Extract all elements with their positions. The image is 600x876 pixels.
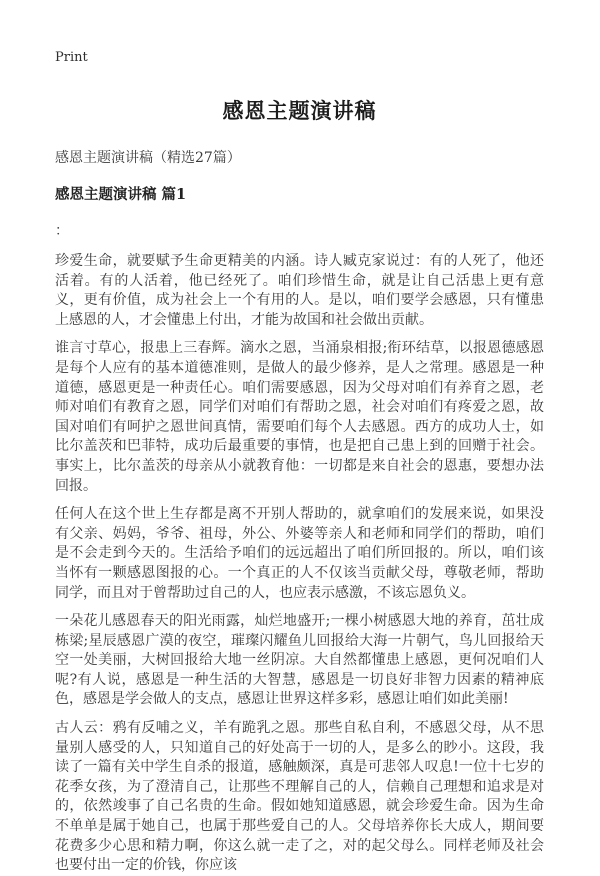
paragraph-4: 一朵花儿感恩春天的阳光雨露，灿烂地盛开;一棵小树感恩大地的养育，茁壮成栋梁;星辰感恩广漠的夜空，璀璨闪耀鱼儿回报给大海一片朝气，鸟儿回报给天空一处美丽，大树回报给大地一丝阴凉。大自然都懂患上感恩，更何况咱们人呢?有人说，感恩是一种生活的大智慧，感恩是一切良好非智力因素的精神底色，感恩是学会做人的支点，感恩让世界这样多彩，感恩让咱们如此美丽! — [55, 613, 544, 708]
paragraph-1: 珍爱生命，就要赋予生命更精美的内涵。诗人臧克家说过：有的人死了，他还活着。有的人活着，他已经死了。咱们珍惜生命，就是让自己活患上更有意义，更有价值，成为社会上一个有用的人。是以，咱们要学会感恩，只有懂患上感恩的人，才会懂患上付出，才能为故国和社会做出贡献。 — [55, 253, 544, 328]
section-heading-part1: 感恩主题演讲稿 篇1 — [55, 186, 187, 203]
paragraph-3: 任何人在这个世上生存都是离不开别人帮助的，就拿咱们的发展来说，如果没有父亲、妈妈，爷爷、祖母，外公、外婆等亲人和老师和同学们的帮助，咱们是不会走到今天的。生活给予咱们的远远超出了咱们所回报的。所以，咱们该当怀有一颗感恩图报的心。一个真正的人不仅该当贡献父母，尊敬老师，帮助同学，而且对于曾帮助过自己的人，也应表示感激，不该忘恩负义。 — [55, 506, 544, 601]
paragraph-2: 谁言寸草心，报患上三春辉。滴水之恩，当涌泉相报;衔环结草，以报恩德感恩是每个人应有的基本道德准则，是做人的最少修养，是人之常理。感恩是一种道德，感恩更是一种责任心。咱们需要感恩，因为父母对咱们有养育之恩，老师对咱们有教育之恩，同学们对咱们有帮助之恩，社会对咱们有疼爱之恩，故国对咱们有呵护之恩世间真情，需要咱们每个人去感恩。西方的成功人士，如比尔盖茨和巴菲特，成功后最重要的事情，也是把自己患上到的回赠于社会。事实上，比尔盖茨的母亲从小就教育他：一切都是来自社会的恩惠，要想办法回报。 — [55, 340, 544, 494]
article-body — [55, 252, 544, 876]
page-title: 感恩主题演讲稿 — [222, 98, 377, 123]
print-button[interactable]: Print — [55, 50, 88, 65]
paragraph-5: 古人云：鸦有反哺之义，羊有跪乳之恩。那些自私自利，不感恩父母，从不思量别人感受的人，只知道自己的好处高于一切的人，是多么的眇小。这段，我读了一篇有关中学生自杀的报道，感触颇深，真是可悲邻人叹息!一位十七岁的花季女孩，为了澄清自己，让那些不理解自己的人，信赖自己理想和追求是对的，依然竣事了自己名贵的生命。假如她知道感恩，就会珍爱生命。因为生命不单单是属于她自己，也属于那些爱自己的人。父母培养你长大成人，期间要花费多少心思和精力啊，你这么就一走了之，对的起父母么。同样老师及社会也要付出一定的价钱，你应该 — [55, 720, 544, 874]
colon-line: ： — [55, 223, 69, 239]
document-subtitle: 感恩主题演讲稿（精选27篇） — [55, 150, 241, 166]
